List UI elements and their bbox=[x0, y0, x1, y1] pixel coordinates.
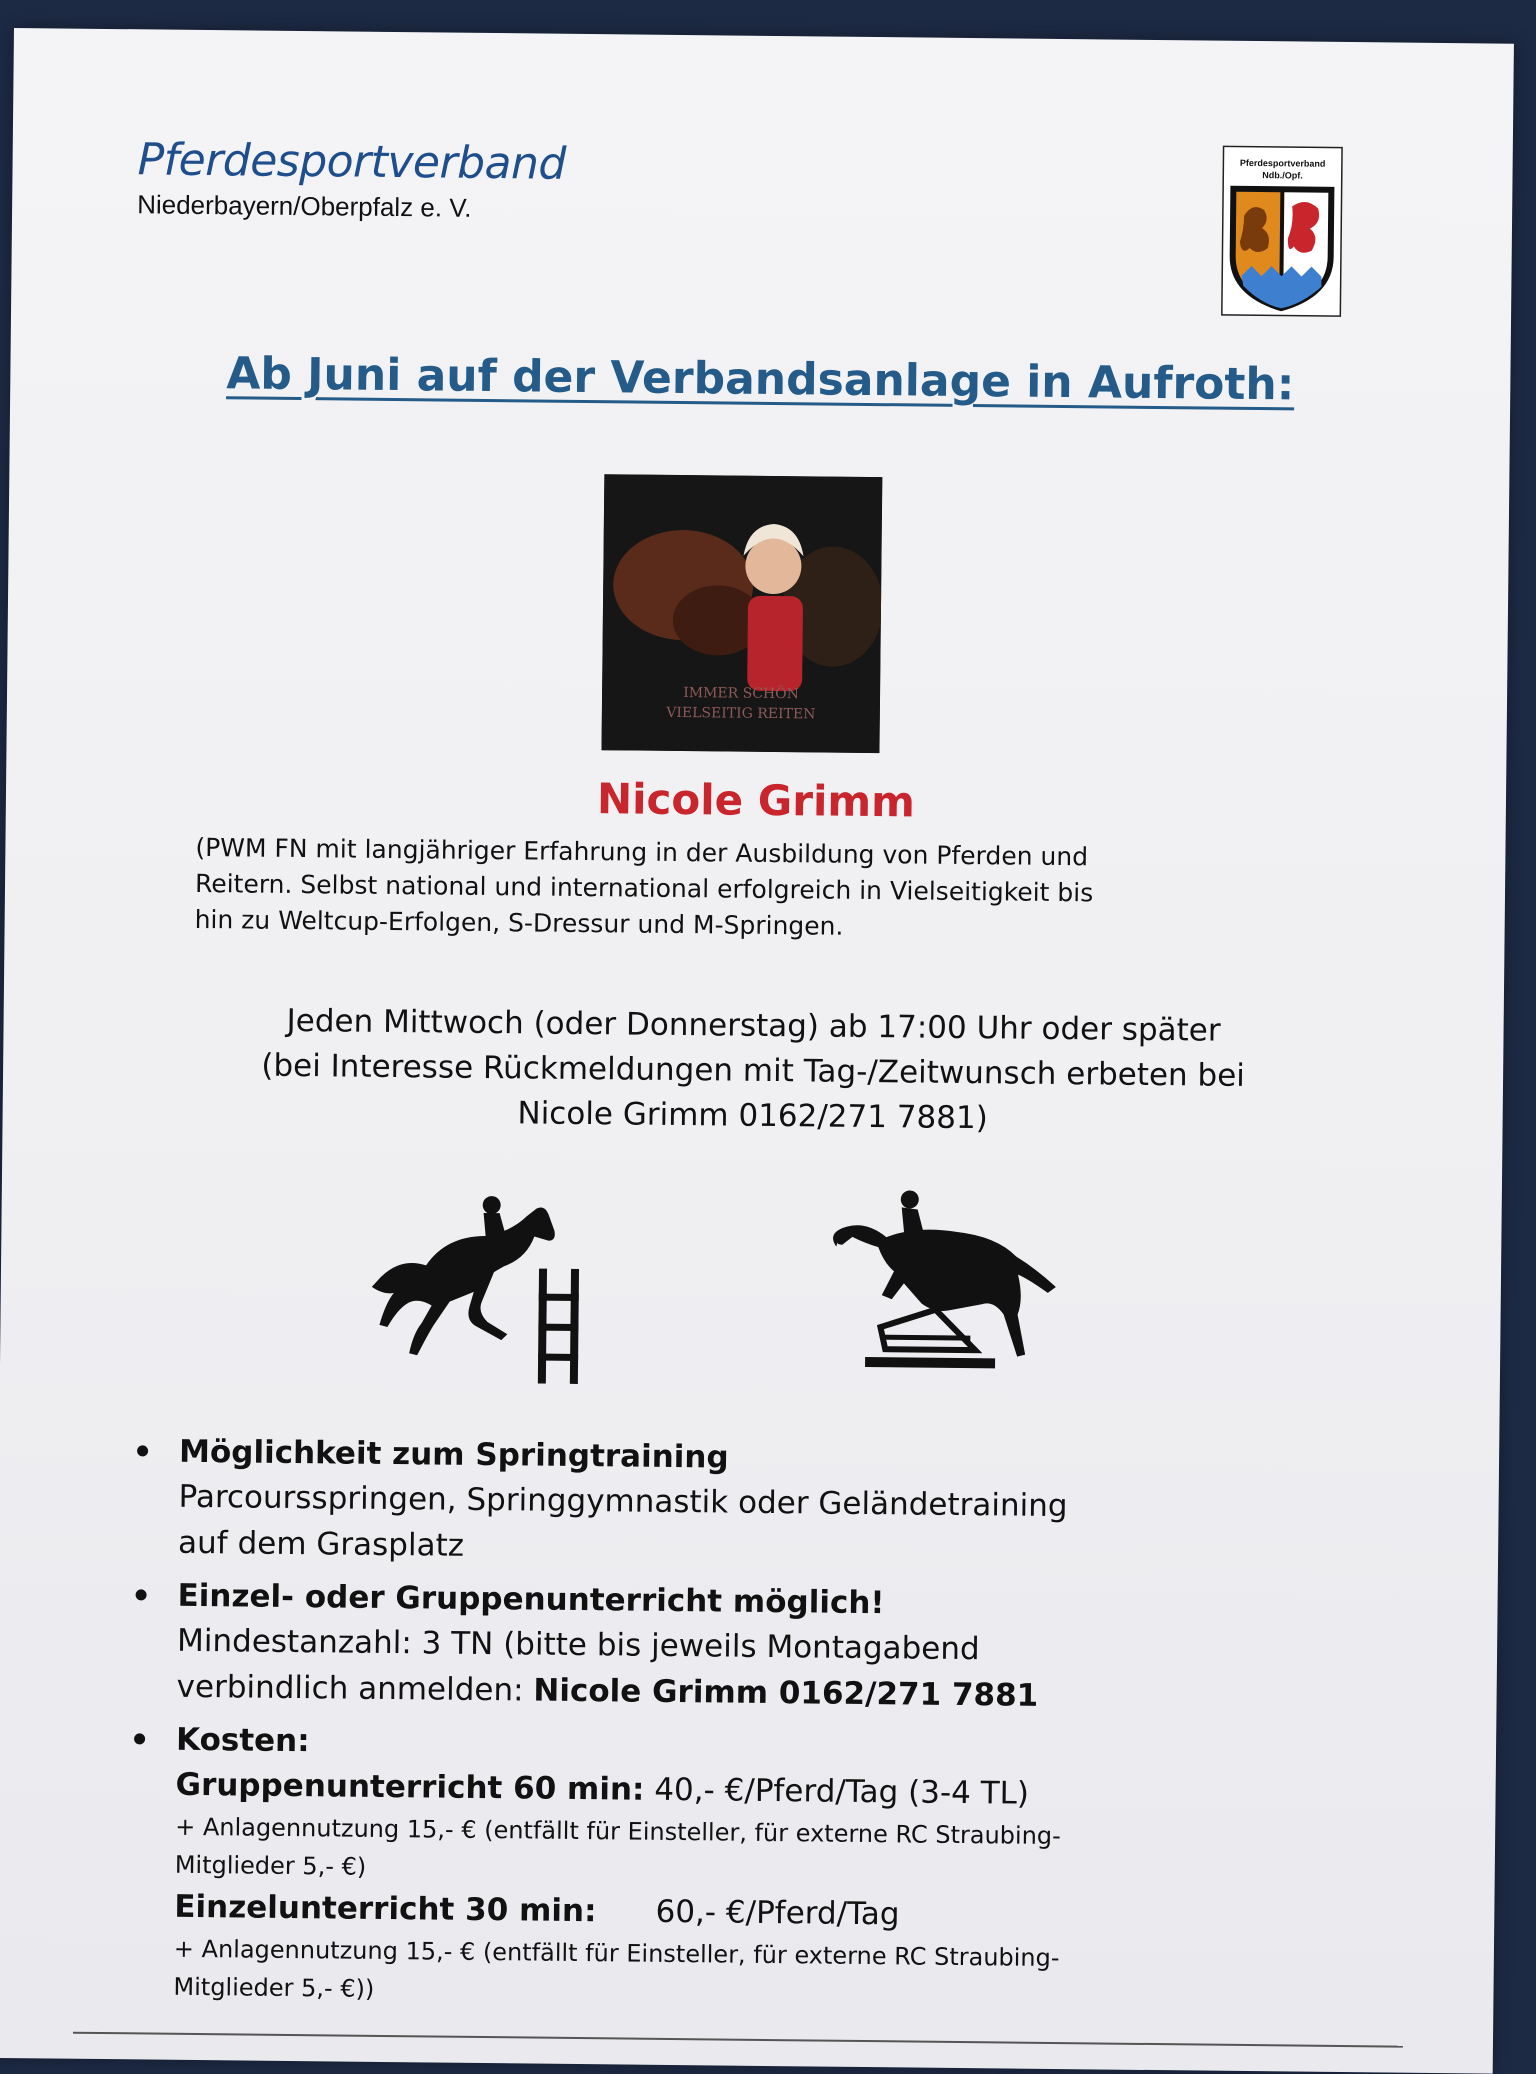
bullet-2-title: Einzel- oder Gruppenunterricht möglich! bbox=[177, 1577, 885, 1622]
svg-text:Ndb./Opf.: Ndb./Opf. bbox=[1262, 170, 1303, 181]
organization-subtitle: Niederbayern/Oberpfalz e. V. bbox=[137, 189, 472, 223]
trainer-name: Nicole Grimm bbox=[596, 774, 916, 827]
list-item bbox=[123, 1717, 1376, 2018]
offer-list bbox=[123, 1429, 1379, 2026]
single-fee-line-2: Mitglieder 5,- €)) bbox=[173, 1972, 375, 2003]
group-fee-line-1: + Anlagennutzung 15,- € (entfällt für Einsteller, für externe RC Straubing- bbox=[175, 1812, 1061, 1851]
flyer-page bbox=[0, 28, 1514, 2074]
single-lesson-price: 60,- €/Pferd/Tag bbox=[655, 1893, 900, 1933]
bio-line-1: (PWM FN mit langjähriger Erfahrung in der Ausbildung von Pferden und bbox=[195, 832, 1089, 872]
headline: Ab Juni auf der Verbandsanlage in Aufroth: bbox=[226, 348, 1295, 411]
list-item bbox=[128, 1429, 1379, 1578]
crest-logo bbox=[1221, 146, 1343, 317]
trainer-bio bbox=[194, 830, 1345, 950]
bullet-1-text-2: auf dem Grasplatz bbox=[177, 1524, 465, 1564]
schedule-line-3: Nicole Grimm 0162/271 7881) bbox=[517, 1095, 988, 1137]
bullet-dot-icon bbox=[137, 1445, 148, 1456]
svg-text:Pferdesportverband: Pferdesportverband bbox=[1239, 157, 1326, 169]
bottom-divider bbox=[73, 2032, 1403, 2048]
registration-contact: Nicole Grimm 0162/271 7881 bbox=[533, 1672, 1039, 1714]
group-lesson-price: 40,- €/Pferd/Tag (3-4 TL) bbox=[644, 1771, 1030, 1812]
bullet-1-title: Möglichkeit zum Springtraining bbox=[178, 1433, 729, 1476]
trainer-photo bbox=[601, 474, 882, 753]
photo-caption-line-1: IMMER SCHÖN bbox=[683, 685, 799, 703]
group-fee-line-2: Mitglieder 5,- €) bbox=[174, 1850, 367, 1881]
bullet-dot-icon bbox=[136, 1589, 147, 1600]
bullet-dot-icon bbox=[134, 1733, 145, 1744]
bullet-1-text-1: Parcoursspringen, Springgymnastik oder Geländetraining bbox=[178, 1478, 1068, 1525]
photo-caption-line-2: VIELSEITIG REITEN bbox=[666, 704, 816, 723]
costs-title: Kosten: bbox=[175, 1721, 310, 1760]
bio-line-3: hin zu Weltcup-Erfolgen, S-Dressur und M-Springen. bbox=[194, 904, 844, 941]
single-lesson-label: Einzelunterricht 30 min: bbox=[174, 1888, 597, 1930]
group-lesson-label: Gruppenunterricht 60 min: bbox=[175, 1766, 645, 1808]
single-fee-line-1: + Anlagennutzung 15,- € (entfällt für Einsteller, für externe RC Straubing- bbox=[173, 1934, 1060, 1973]
schedule-line-2: (bei Interesse Rückmeldungen mit Tag-/Zeitwunsch erbeten bei bbox=[261, 1047, 1246, 1094]
schedule-line-1: Jeden Mittwoch (oder Donnerstag) ab 17:00 Uhr oder später bbox=[286, 1002, 1221, 1049]
schedule-info bbox=[82, 997, 1423, 1146]
organization-name: Pferdesportverband bbox=[137, 134, 567, 190]
bio-line-2: Reitern. Selbst national und international erfolgreich in Vielseitigkeit bis bbox=[194, 868, 1094, 908]
show-jumping-horse-icon bbox=[370, 1182, 602, 1384]
registration-label: verbindlich anmelden: bbox=[176, 1668, 534, 1709]
cross-country-horse-icon bbox=[820, 1187, 1062, 1390]
bullet-2-text-1: Mindestanzahl: 3 TN (bitte bis jeweils Montagabend bbox=[176, 1622, 980, 1668]
list-item bbox=[126, 1573, 1377, 1722]
